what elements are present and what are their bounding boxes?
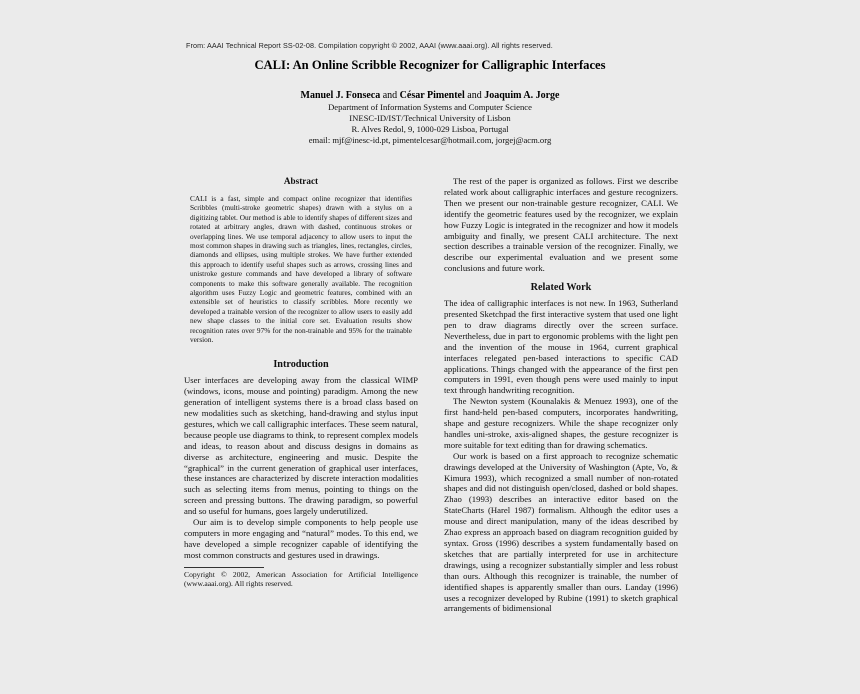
related-work-paragraph-2: The Newton system (Kounalakis & Menuez 1993), one of the first hand-held pen-based computers, incorporates handwriting, shape and gesture recognizers. While the shape recognizer only handles uni-stroke, axis-aligned shapes, the gesture recognizer is more suitable for text editing than for drawing schematics.	[444, 396, 678, 450]
introduction-heading: Introduction	[273, 359, 329, 371]
affiliation-line-institute: INESC-ID/IST/Technical University of Lisbon	[349, 113, 511, 123]
related-work-paragraph-1: The idea of calligraphic interfaces is not new. In 1963, Sutherland presented Sketchpad the first interactive system that used one light pen to draw diagrams directly over the screen surface. Nevertheless, due in part to ergonomic problems with the light pen and the invention of the mouse in 1964, current graphical interfaces relegated pen-based interactions to specific CAD applications. Things changed with the appearance of the first pen computers in 1991, even though pens were used mainly to input text through handwriting recognition.	[444, 298, 678, 396]
introduction-paragraph-1: User interfaces are developing away from the classical WIMP (windows, icons, mouse and pointing) paradigm. Among the new generation of intelligent systems there is a broad class based on new modalities such as sketching, hand-drawing and stylus input gestures, which we call calligraphic interfaces. These seem natural, because people use diagrams to think, to represent complex models and ideas, to reason about and discuss designs in domains as diverse as architecture, engineering and music. Despite the “graphical” in the current generation of graphical user interfaces, these instances are characterized by discrete interaction modalities such as selecting items from menus, pointing to things on the screen and pressing buttons. The drawing paradigm, so powerful and so useful for humans, goes largely underutilized.	[184, 375, 419, 517]
left-column	[184, 176, 418, 589]
author-2: César Pimentel	[399, 90, 465, 101]
paper-title: CALI: An Online Scribble Recognizer for Calligraphic Interfaces	[254, 58, 606, 72]
author-1: Manuel J. Fonseca	[300, 90, 381, 101]
right-column	[444, 176, 678, 614]
author-separator: and	[467, 90, 482, 101]
related-work-paragraph-3: Our work is based on a first approach to recognize schematic drawings developed at the University of Washington (Apte, Vo, & Kimura 1993), which recognized a small number of non-rotated shapes and did not distinguish open/closed, dashed or bold shapes. Zhao (1993) describes an interactive editor based on the StateCharts (Harel 1987) formalism. Although the editor uses a mouse and direct manipulation, many of the ideas described by Zhao express an approach based on diagram recognition guided by syntax. Gross (1996) describes a system fundamentally based on sketches that are partially interpreted for use in architecture drawings, using a recognizer substantially simpler and less robust than ours. Although this recognizer is trainable, the number of identified shapes is apparently smaller than ours. Landay (1996) uses a recognizer developed by Rubine (1991) to sketch graphical arrangements of bidimensional	[444, 450, 678, 614]
abstract-text: CALI is a fast, simple and compact online recognizer that identifies Scribbles (multi-stroke geometric shapes) drawn with a stylus on a digitizing tablet. Our method is able to identify shapes of different sizes and rotated at arbitrary angles, drawn with dashed, continuous strokes or overlapping lines. We use temporal adjacency to allow users to input the most common shapes in drawing such as triangles, lines, rectangles, circles, diamonds and ellipses, using multiple strokes. We have further extended this approach to identify useful shapes such as arrows, crossing lines and unistroke gesture commands and have developed a library of software components to make this software generally available. The recognition algorithm uses Fuzzy Logic and geometric features, combined with an extensible set of heuristics to classify scribbles. More recently we developed a trainable version of the recognizer to allow users to easily add new shape classes to the initial core set. Evaluation results show recognition rates over 97% for the non-trainable and 95% for the trainable version.	[190, 193, 412, 344]
paper-organization-paragraph: The rest of the paper is organized as follows. First we describe related work about calligraphic interfaces and gesture recognizers. Then we present our non-trainable gesture recognizer, CALI. We identify the geometric features used by the recognizer, we explain how Fuzzy Logic is integrated in the recognizer and how it models ambiguity and finally, we present CALI architecture. The next section describes a trainable version of the recognizer. Finally, we describe our experimental evaluation and we present some conclusions and future work.	[444, 176, 678, 274]
affiliation-block	[0, 102, 860, 146]
affiliation-line-address: R. Alves Redol, 9, 1000-029 Lisboa, Portugal	[351, 124, 509, 134]
author-list	[0, 90, 860, 101]
affiliation-line-email: email: mjf@inesc-id.pt, pimentelcesar@hotmail.com, jorgej@acm.org	[308, 135, 552, 145]
copyright-footnote: Copyright © 2002, American Association for Artificial Intelligence (www.aaai.org). All rights reserved.	[184, 569, 418, 589]
copyright-header-note: From: AAAI Technical Report SS-02-08. Compilation copyright © 2002, AAAI (www.aaai.org). All rights reserved.	[186, 41, 553, 50]
footnote-divider	[184, 567, 264, 568]
affiliation-line-department: Department of Information Systems and Computer Science	[328, 102, 532, 112]
introduction-paragraph-2: Our aim is to develop simple components to help people use computers in more engaging and “natural” modes. To this end, we have developed a simple recognizer capable of identifying the most common constructs and gestures used in drawings.	[184, 517, 418, 560]
related-work-heading: Related Work	[530, 282, 592, 294]
author-3: Joaquim A. Jorge	[484, 90, 560, 101]
abstract-heading: Abstract	[283, 176, 319, 186]
author-separator: and	[382, 90, 398, 101]
